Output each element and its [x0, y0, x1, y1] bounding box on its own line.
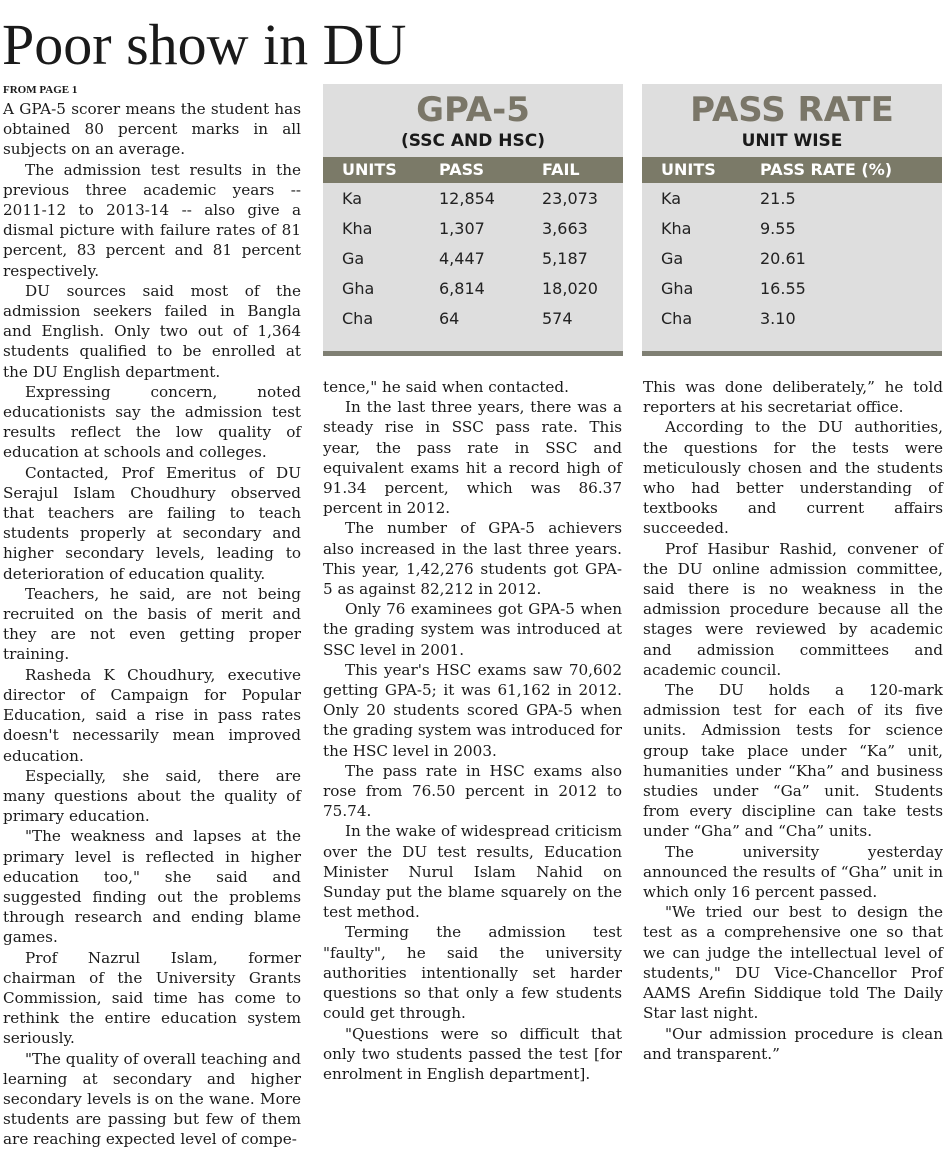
table-cell: Ga — [661, 249, 684, 268]
headline: Poor show in DU — [2, 12, 407, 77]
table-cell: 4,447 — [439, 249, 485, 268]
paragraph: "The quality of overall teaching and learning at secondary and higher secondary levels is on the wane. More students are passing but few of them are reaching expected level of compe- — [3, 1049, 301, 1149]
pass-rate-table-panel — [642, 84, 942, 356]
table-cell: 16.55 — [760, 279, 806, 298]
table-cell: 5,187 — [542, 249, 588, 268]
table-row — [642, 183, 942, 213]
paragraph: The university yesterday announced the results of “Gha” unit in which only 16 percent passed. — [643, 842, 943, 902]
paragraph: "Questions were so difficult that only two students passed the test [for enrolment in English department]. — [323, 1024, 622, 1083]
table-cell: 9.55 — [760, 219, 796, 238]
paragraph: Expressing concern, noted educationists say the admission test results reflect the low quality of education at schools and colleges. — [3, 382, 301, 462]
gpa5-table-header — [323, 157, 623, 183]
table-cell: 23,073 — [542, 189, 598, 208]
gpa5-table-subtitle: (SSC AND HSC) — [400, 131, 546, 151]
paragraph: The DU holds a 120-mark admission test for each of its five units. Admission tests for science group take place under “Ka” unit, humanities under “Kha” and business studies under “Ga” unit. Students from every discipline can take tests under “Gha” and “Cha” units. — [643, 681, 943, 841]
table-cell: Ka — [342, 189, 363, 208]
header-cell: PASS — [439, 160, 484, 179]
pass-rate-table-header — [642, 157, 942, 183]
pass-rate-table-subtitle: UNIT WISE — [741, 131, 843, 151]
gpa5-table-title: GPA-5 — [416, 90, 530, 130]
paragraph: Teachers, he said, are not being recruited on the basis of merit and they are not even getting proper training. — [3, 584, 301, 664]
table-cell: 574 — [542, 309, 573, 328]
paragraph: DU sources said most of the admission seekers failed in Bangla and English. Only two out of 1,364 students qualified to be enrolled at the DU English department. — [3, 281, 301, 381]
header-cell: FAIL — [542, 160, 580, 179]
paragraph: Especially, she said, there are many questions about the quality of primary education. — [3, 766, 301, 826]
paragraph: In the last three years, there was a steady rise in SSC pass rate. This year, the pass rate in SSC and equivalent exams hit a record high of 91.34 percent, which was 86.37 percent in 2012. — [323, 398, 622, 518]
table-cell: 12,854 — [439, 189, 495, 208]
table-cell: Gha — [661, 279, 694, 298]
table-row — [642, 303, 942, 333]
paragraph: Prof Hasibur Rashid, convener of the DU online admission committee, said there is no weakness in the admission procedure because all the stages were reviewed by academic and admission committees and academic council. — [643, 539, 943, 679]
paragraph: This year's HSC exams saw 70,602 getting GPA-5; it was 61,162 in 2012. Only 20 students scored GPA-5 when the grading system was introduced for the HSC level in 2003. — [323, 660, 622, 760]
header-cell: UNITS — [661, 160, 716, 179]
paragraph: Contacted, Prof Emeritus of DU Serajul Islam Choudhury observed that teachers are failing to teach students properly at secondary and higher secondary levels, leading to deterioration of education quality. — [3, 463, 301, 583]
table-row — [323, 243, 623, 273]
header-cell: PASS RATE (%) — [760, 160, 893, 179]
paragraph: A GPA-5 scorer means the student has obtained 80 percent marks in all subjects on an average. — [3, 100, 301, 159]
paragraph: The number of GPA-5 achievers also increased in the last three years. This year, 1,42,276 students got GPA-5 as against 82,212 in 2012. — [323, 519, 622, 599]
table-row — [323, 273, 623, 303]
table-row — [323, 213, 623, 243]
table-cell: Kha — [661, 219, 692, 238]
pass-rate-table-title: PASS RATE — [690, 90, 894, 130]
paragraph: Only 76 examinees got GPA-5 when the grading system was introduced at SSC level in 2001. — [323, 600, 622, 659]
paragraph: Terming the admission test "faulty", he said the university authorities intentionally set harder questions so that only a few students could get through. — [323, 923, 622, 1023]
table-cell: 1,307 — [439, 219, 485, 238]
table-cell: Kha — [342, 219, 373, 238]
table-cell: 20.61 — [760, 249, 806, 268]
table-cell: 64 — [439, 309, 460, 328]
table-row — [323, 183, 623, 213]
paragraph: The admission test results in the previous three academic years -- 2011-12 to 2013-14 -- also give a dismal picture with failure rates of 81 percent, 83 percent and 81 percent respectively. — [3, 160, 301, 280]
table-cell: Cha — [661, 309, 693, 328]
paragraph: According to the DU authorities, the questions for the tests were meticulously chosen and the students who had better understanding of textbooks and current affairs succeeded. — [643, 418, 943, 538]
paragraph: This was done deliberately,” he told reporters at his secretariat office. — [643, 378, 943, 417]
paragraph: Prof Nazrul Islam, former chairman of the University Grants Commission, said time has come to rethink the entire education system seriously. — [3, 948, 301, 1048]
table-cell: 21.5 — [760, 189, 796, 208]
paragraph: "Our admission procedure is clean and transparent.” — [643, 1024, 943, 1063]
table-cell: 3,663 — [542, 219, 588, 238]
header-cell: UNITS — [342, 160, 397, 179]
paragraph: "The weakness and lapses at the primary level is reflected in higher education too," she said and suggested finding out the problems through research and ending blame games. — [3, 827, 301, 947]
table-row — [642, 213, 942, 243]
table-row — [642, 243, 942, 273]
table-cell: 6,814 — [439, 279, 485, 298]
paragraph: In the wake of widespread criticism over the DU test results, Education Minister Nurul Islam Nahid on Sunday put the blame squarely on the test method. — [323, 822, 622, 922]
article-column-1 — [3, 84, 301, 1150]
table-cell: Gha — [342, 279, 375, 298]
article-column-3 — [643, 377, 943, 1064]
paragraph: Rasheda K Choudhury, executive director of Campaign for Popular Education, said a rise in pass rates doesn't necessarily mean improved education. — [3, 665, 301, 765]
kicker: FROM PAGE 1 — [3, 84, 78, 96]
article-column-2 — [323, 377, 622, 1084]
table-cell: 18,020 — [542, 279, 598, 298]
paragraph: "We tried our best to design the test as a comprehensive one so that we can judge the intellectual level of students," DU Vice-Chancellor Prof AAMS Arefin Siddique told The Daily Star last night. — [643, 903, 943, 1023]
table-row — [642, 273, 942, 303]
table-row — [323, 303, 623, 333]
paragraph: tence," he said when contacted. — [323, 378, 569, 396]
table-cell: Ga — [342, 249, 365, 268]
table-cell: Ka — [661, 189, 682, 208]
table-cell: Cha — [342, 309, 374, 328]
table-cell: 3.10 — [760, 309, 796, 328]
paragraph: The pass rate in HSC exams also rose from 76.50 percent in 2012 to 75.74. — [323, 761, 622, 821]
gpa5-table-panel — [323, 84, 623, 356]
